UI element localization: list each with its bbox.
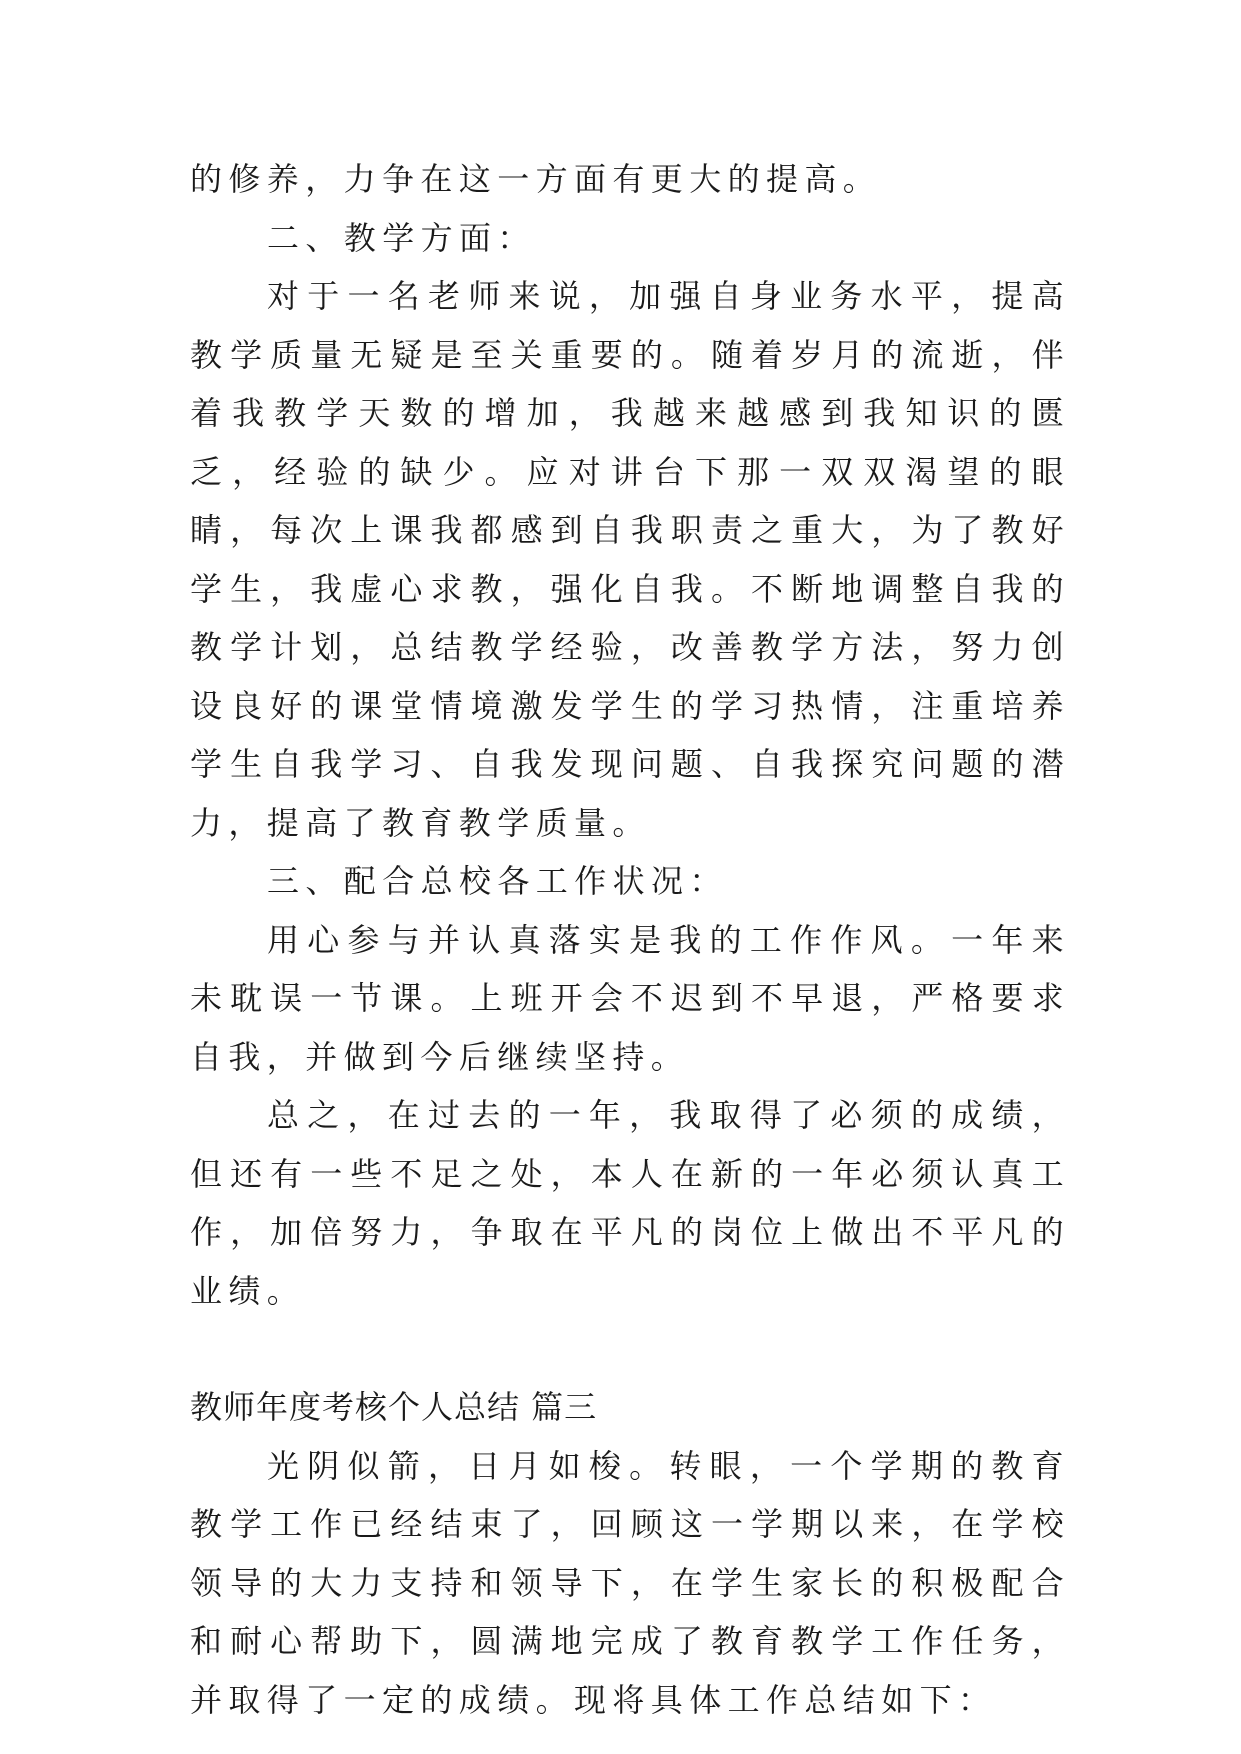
paragraph-teaching: 对于一名老师来说，加强自身业务水平，提高教学质量无疑是至关重要的。随着岁月的流逝，伴着我教学天数的增加，我越来越感到我知识的匮乏，经验的缺少。应对讲台下那一双双渴望的眼睛，每次上课我都感到自我职责之重大，为了教好学生，我虚心求教，强化自我。不断地调整自我的教学计划，总结教学经验，改善教学方法，努力创设良好的课堂情境激发学生的学习热情，注重培养学生自我学习、自我发现问题、自我探究问题的潜力，提高了教育教学质量。 bbox=[190, 277, 1070, 842]
section-title: 教师年度考核个人总结 篇三 bbox=[190, 1388, 598, 1426]
heading-teaching: 二、教学方面： bbox=[267, 218, 536, 257]
heading-cooperation: 三、配合总校各工作状况： bbox=[267, 862, 728, 900]
paragraph-cooperation: 用心参与并认真落实是我的工作作风。一年来未耽误一节课。上班开会不迟到不早退，严格要求自我，并做到今后继续坚持。 bbox=[190, 920, 1070, 1076]
section-spacer bbox=[190, 1320, 1070, 1378]
paragraph-continuation: 的修养，力争在这一方面有更大的提高。 bbox=[190, 160, 882, 198]
paragraph-intro: 光阴似箭，日月如梭。转眼，一个学期的教育教学工作已经结束了，回顾这一学期以来，在学校领导的大力支持和领导下，在学生家长的积极配合和耐心帮助下，圆满地完成了教育教学工作任务，并取得了一定的成绩。现将具体工作总结如下： bbox=[190, 1446, 1070, 1719]
document-body bbox=[190, 150, 1070, 1729]
paragraph-conclusion: 总之，在过去的一年，我取得了必须的成绩，但还有一些不足之处，本人在新的一年必须认真工作，加倍努力，争取在平凡的岗位上做出不平凡的业绩。 bbox=[190, 1096, 1070, 1310]
